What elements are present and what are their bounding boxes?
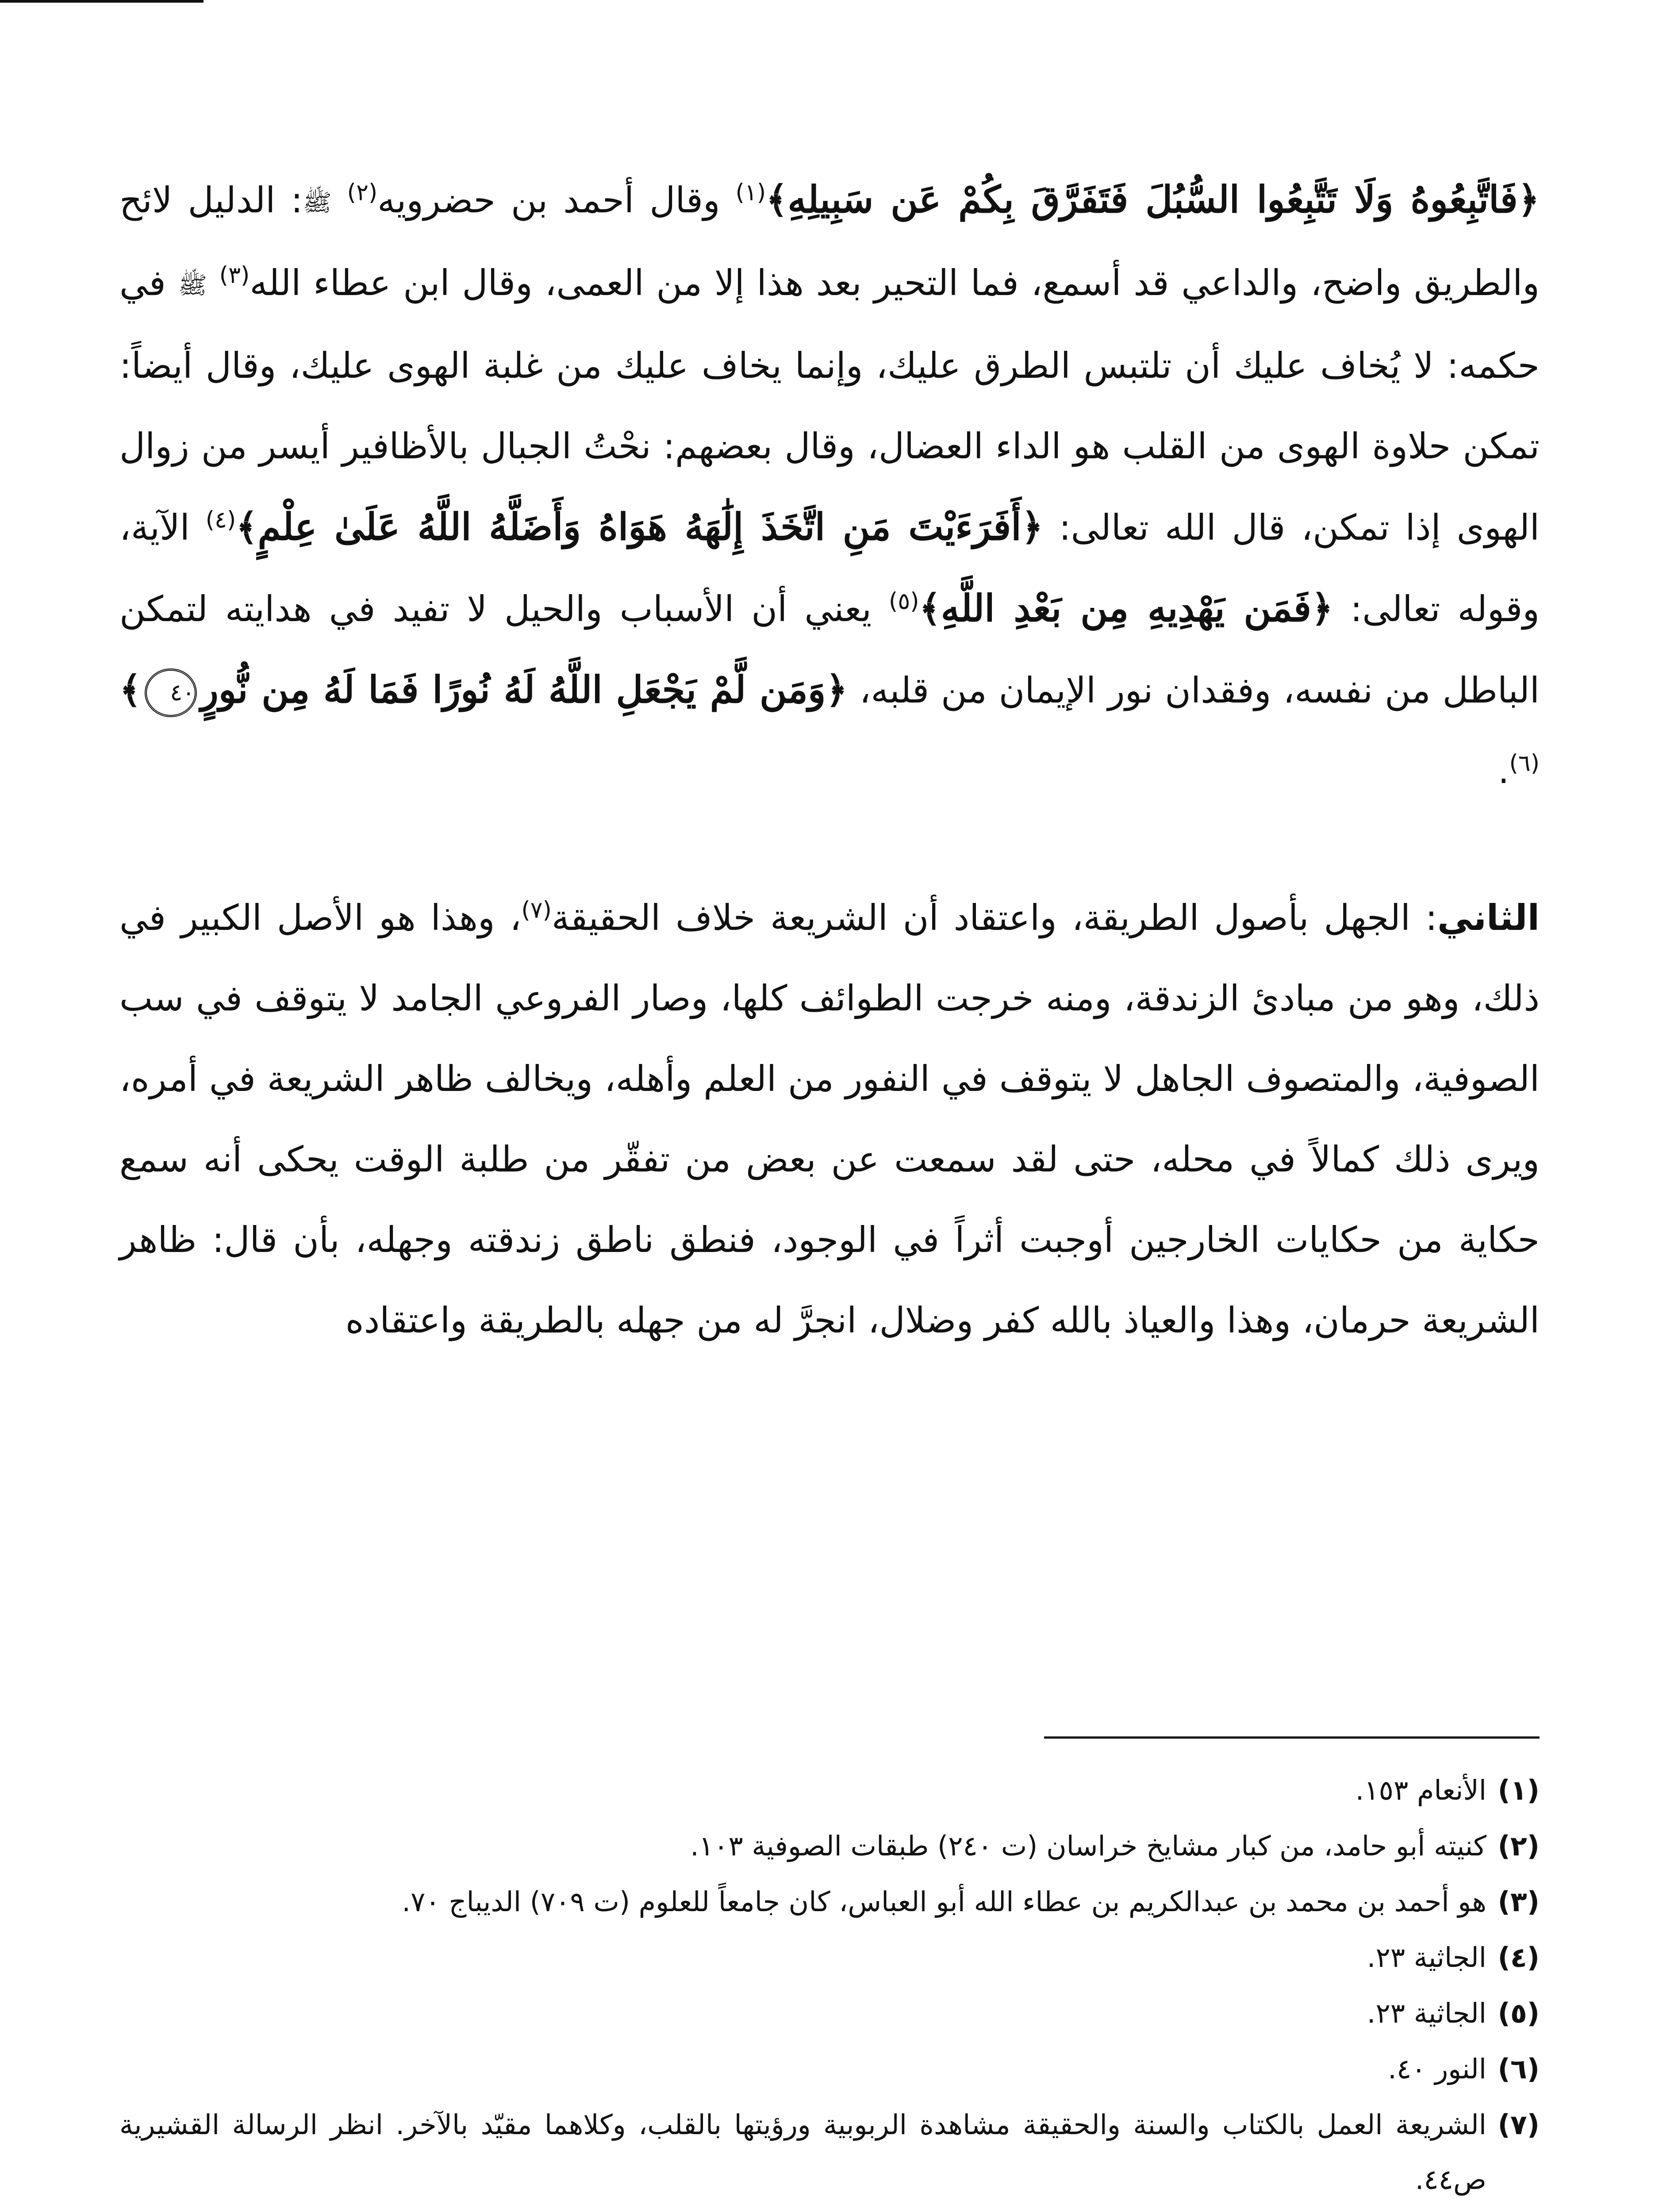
footnote-ref[interactable]: (١) bbox=[735, 179, 766, 206]
footnote-number: (٥) bbox=[1498, 1997, 1540, 2029]
footnote-text: الأنعام ١٥٣. bbox=[1355, 1774, 1486, 1806]
footnote-ref[interactable]: (٦) bbox=[1509, 750, 1540, 777]
honorific-glyph: ﷺ bbox=[303, 188, 332, 217]
footnote-text: النور ٤٠. bbox=[1388, 2053, 1486, 2085]
footnote-number: (١) bbox=[1498, 1774, 1540, 1806]
footnote-item bbox=[119, 1986, 1540, 2041]
footnote-text: الشريعة العمل بالكتاب والسنة والحقيقة مشاهدة الربوبية ورؤيتها بالقلب، وكلاهما مقيّد بالآخر. انظر الرسالة القشيرية ص٤٤. bbox=[119, 2108, 1486, 2196]
footnote-number: (٢) bbox=[1498, 1830, 1540, 1862]
paragraph-text: : الدليل لائح والطريق واضح، والداعي قد أسمع، فما التحير بعد هذا إلا من العمى، وقال ابن عطاء الله bbox=[119, 180, 1540, 304]
footnote-separator bbox=[1044, 1736, 1540, 1739]
footnote-text: هو أحمد بن محمد بن عبدالكريم بن عطاء الله أبو العباس، كان جامعاً للعلوم (ت ٧٠٩) الديباج ٧٠. bbox=[402, 1886, 1486, 1918]
footnote-item bbox=[119, 2097, 1540, 2207]
footnote-number: (٣) bbox=[1498, 1886, 1540, 1918]
footnote-ref[interactable]: (٢) bbox=[347, 179, 378, 206]
paragraph-text: في حكمه: لا يُخاف عليك أن تلتبس الطرق عليك، وإنما يخاف عليك من غلبة الهوى عليك، وقال أيضاً: تمكن حلاوة الهوى من القلب هو الداء العضال، وقال بعضهم: نحْتُ الجبال بالأظافير أيسر من زوال الهوى إذا تمكن، قال الله تعالى: bbox=[119, 262, 1540, 549]
quran-quote: ﴿أَفَرَءَيْتَ مَنِ اتَّخَذَ إِلَٰهَهُ هَوَاهُ وَأَضَلَّهُ اللَّهُ عَلَىٰ عِلْمٍ﴾ bbox=[236, 505, 1043, 549]
ayah-number-marker: ٤٠ bbox=[145, 668, 197, 717]
paragraph-text: الآية، وقوله تعالى: bbox=[119, 507, 1540, 630]
footnote-ref[interactable]: (٧) bbox=[521, 897, 552, 924]
footnote-text: كنيته أبو حامد، من كبار مشايخ خراسان (ت ٢٤٠) طبقات الصوفية ١٠٣. bbox=[690, 1830, 1486, 1862]
footnote-item bbox=[119, 1763, 1540, 1818]
quran-quote: ﴿فَمَن يَهْدِيهِ مِن بَعْدِ اللَّهِ﴾ bbox=[919, 586, 1333, 630]
paragraph-text: . bbox=[1498, 750, 1509, 792]
quran-quote-close: ﴾ bbox=[119, 668, 142, 712]
quran-quote: ﴿وَمَن لَّمْ يَجْعَلِ اللَّهُ لَهُ نُورًا فَمَا لَهُ مِن نُّورٍ bbox=[200, 668, 848, 712]
footnote-text: الجاثية ٢٣. bbox=[1367, 1997, 1486, 2029]
paragraph-text: ، وهذا هو الأصل الكبير في ذلك، وهو من مبادئ الزندقة، ومنه خرجت الطوائف كلها، وصار الفروعي الجامد لا يتوقف في سب الصوفية، والمتصوف الجاهل لا يتوقف في النفور من العلم وأهله، ويخالف ظاهر الشريعة في أمره، ويرى ذلك كمالاً في محله، حتى لقد سمعت عن بعض من تفقّر من طلبة الوقت يحكى أنه سمع حكاية من حكايات الخارجين أوجبت أثراً في الوجود، فنطق ناطق زندقته وجهله، بأن قال: ظاهر الشريعة حرمان، وهذا والعياذ بالله كفر وضلال، انجرَّ له من جهله بالطريقة واعتقاده bbox=[119, 897, 1540, 1341]
page-body bbox=[119, 159, 1540, 1361]
paragraph-text: وقال أحمد بن حضرويه bbox=[377, 180, 736, 221]
footnote-ref[interactable]: (٥) bbox=[889, 588, 919, 615]
paragraph-2 bbox=[119, 878, 1540, 1361]
footnote-item bbox=[119, 2042, 1540, 2097]
footnote-text: الجاثية ٢٣. bbox=[1367, 1941, 1486, 1974]
paragraph-text: يعني أن الأسباب والحيل لا تفيد في هدايته لتمكن الباطل من نفسه، وفقدان نور الإيمان من قلبه، bbox=[119, 588, 1540, 711]
quran-quote: ﴿فَاتَّبِعُوهُ وَلَا تَتَّبِعُوا السُّبُلَ فَتَفَرَّقَ بِكُمْ عَن سَبِيلِهِ﴾ bbox=[766, 177, 1540, 221]
paragraph-text: : الجهل بأصول الطريقة، واعتقاد أن الشريعة خلاف الحقيقة bbox=[551, 897, 1437, 939]
footnote-ref[interactable]: (٤) bbox=[205, 507, 236, 534]
footnote-number: (٧) bbox=[1498, 2108, 1540, 2141]
footnote-item bbox=[119, 1819, 1540, 1874]
footnote-ref[interactable]: (٣) bbox=[219, 262, 250, 289]
footnote-item bbox=[119, 1930, 1540, 1985]
footnote-item bbox=[119, 1874, 1540, 1929]
paragraph-1 bbox=[119, 159, 1540, 811]
top-edge-rule bbox=[0, 0, 204, 3]
section-lead-word: الثاني bbox=[1437, 897, 1540, 939]
footnote-number: (٤) bbox=[1498, 1941, 1540, 1974]
honorific-glyph: ﷺ bbox=[178, 271, 207, 300]
footnotes-list bbox=[119, 1763, 1540, 2208]
footnote-number: (٦) bbox=[1498, 2053, 1540, 2085]
